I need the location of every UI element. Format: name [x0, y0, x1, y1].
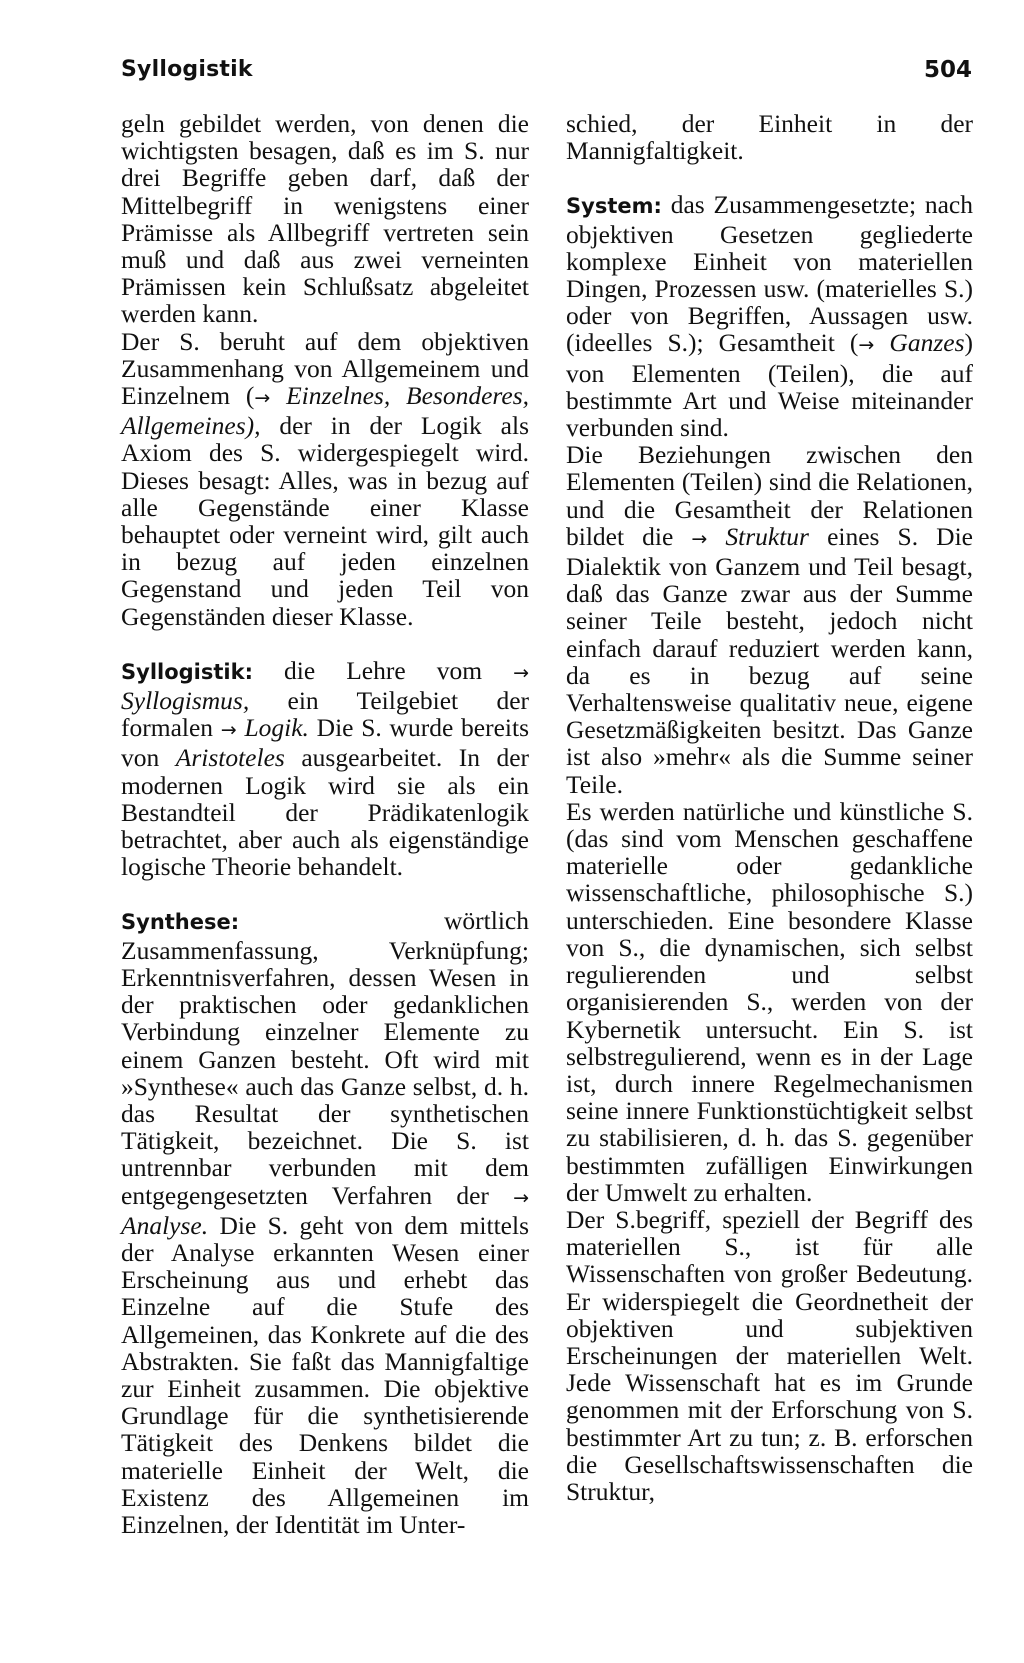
entry-syllogistik	[121, 657, 529, 881]
cross-reference-arrow: →	[254, 387, 271, 410]
cross-reference-arrow: →	[858, 334, 875, 357]
continued-paragraph: geln gebildet werden, von denen die wichtigsten besagen, daß es im S. nur drei Begriffe geben darf, daß der Mittelbegriff in wenigstens einer Prämisse als Allbegriff vertreten sein muß und daß aus zwei verneinten Prämissen kein Schlußsatz abgeleitet werden kann.	[121, 109, 529, 329]
entry-text: Die S. geht von dem mittels der Analyse erkannten Wesen einer Erscheinung aus und erhebt das Einzelne auf die Stufe des Allgemeinen, das Konkrete auf die des Abstrakten. Sie faßt das Mannigfaltige zur Einheit zusammen. Die objektive Grundlage für die synthetisierende Tätigkeit des Denkens bildet die materielle Einheit der Welt, die Existenz des Allgemeinen im Einzelnen, der Identität im Unter-	[121, 1210, 529, 1539]
system-types-paragraph: Es werden natürliche und künstliche S. (das sind vom Menschen geschaffene materielle oder gedankliche wissenschaftliche, philosophische S.) unterschieden. Eine besondere Klasse von S., die dynamischen, sich selbst regulierenden und selbst organisierenden S., werden von der Kybernetik untersucht. Ein S. ist selbstregulierend, wenn es in der Lage ist, durch innere Regelmechanismen seine innere Funktionstüchtigkeit selbst zu stabilisieren, d. h. das S. gegenüber bestimmten zufälligen Einwirkungen der Umwelt zu erhalten.	[566, 796, 973, 1207]
entry-text: wörtlich Zusammenfassung, Verknüpfung; Erkenntnisverfahren, dessen Wesen in der praktischen oder gedanklichen Verbindung einzelner Elemente zu einem Ganzen besteht. Oft wird mit »Synthese« auch das Ganze selbst, d. h. das Resultat der synthetischen Tätigkeit, bezeichnet. Die S. ist untrennbar verbunden mit dem entgegengesetzten Verfahren der	[121, 906, 529, 1210]
cross-reference-arrow: →	[513, 1186, 529, 1209]
paragraph-text: der in der Logik als Axiom des S. widergespiegelt wird. Dieses besagt: Alles, was in bezug auf alle Gegenstände einer Klasse behauptet oder verneint wird, gilt auch in bezug auf jeden einzelnen Gegenstand und jeden Teil von Gegenständen dieser Klasse.	[121, 411, 529, 631]
continued-paragraph: schied, der Einheit in der Mannigfaltigkeit.	[566, 109, 973, 166]
entry-term-synthese: Synthese:	[121, 910, 240, 935]
entry-text: Die S. wurde bereits von	[121, 713, 529, 773]
cross-reference-analyse[interactable]: Analyse.	[121, 1210, 209, 1240]
system-concept-paragraph: Der S.begriff, speziell der Begriff des materiellen S., ist für alle Wissenschaften von großer Bedeutung. Er widerspiegelt die Geordnetheit der objektiven und subjektiven Erscheinungen der materiellen Welt. Jede Wissenschaft hat es im Grunde genommen mit der Erforschung von S. bestimmter Art zu tun; z. B. erforschen die Gesellschaftswissenschaften die Struktur,	[566, 1204, 973, 1506]
cross-reference-logik[interactable]: Logik.	[244, 713, 309, 743]
entry-text: das Zusammengesetzte; nach objektiven Gesetzen gegliederte komplexe Einheit von materiellen Dingen, Prozessen usw. (materielles S.) oder von Begriffen, Aussagen usw. (ideelles S.); Gesamtheit (	[566, 190, 973, 358]
cross-reference-arrow: →	[220, 719, 237, 742]
entry-text: ) von Elementen (Teilen), die auf bestimmte Art und Weise miteinander verbunden sind.	[566, 328, 973, 443]
cross-reference-einzelnes[interactable]: Einzelnes, Besonderes, Allgemeines),	[121, 381, 530, 441]
entry-synthese	[121, 907, 529, 1538]
entry-term-system: System:	[566, 194, 662, 219]
paragraph-text: Der S. beruht auf dem objektiven Zusammenhang von Allgemeinem und Einzelnem (	[121, 326, 529, 411]
entry-system	[566, 191, 973, 441]
cross-reference-syllogismus[interactable]: Syllogismus,	[121, 686, 250, 716]
cross-reference-ganzes[interactable]: Ganzes	[889, 328, 965, 358]
right-column	[566, 110, 973, 1505]
entry-text: ein Teilgebiet der formalen	[121, 686, 529, 743]
relations-paragraph	[566, 441, 973, 798]
paragraph-text: Die Beziehungen zwischen den Elementen (Teilen) sind die Relationen, und die Gesamtheit der Relationen bildet die	[566, 440, 973, 551]
entry-term-syllogistik: Syllogistik:	[121, 659, 253, 684]
axiom-paragraph	[121, 328, 529, 630]
entry-text: ausgearbeitet. In der modernen Logik wird sie als ein Bestandteil der Prädikatenlogik betrachtet, aber auch als eigenständige logische Theorie behandelt.	[121, 743, 530, 882]
cross-reference-arrow: →	[691, 527, 708, 550]
left-column	[121, 110, 529, 1538]
entry-text: die Lehre vom	[252, 655, 514, 685]
cross-reference-struktur[interactable]: Struktur	[725, 521, 809, 551]
paragraph-text: eines S. Die Dialektik von Ganzem und Teil besagt, daß das Ganze zwar aus der Summe seiner Teile besteht, jedoch nicht einfach darauf reduziert werden kann, da es in bezug auf seine Verhaltensweise qualitativ neue, eigene Gesetzmäßigkeiten besitzt. Das Ganze ist also »mehr« als die Summe seiner Teile.	[566, 521, 973, 799]
cross-reference-arrow: →	[513, 661, 529, 684]
running-head: Syllogistik	[121, 57, 253, 82]
person-reference-aristoteles: Aristoteles	[175, 743, 285, 773]
page-number: 504	[923, 57, 972, 83]
